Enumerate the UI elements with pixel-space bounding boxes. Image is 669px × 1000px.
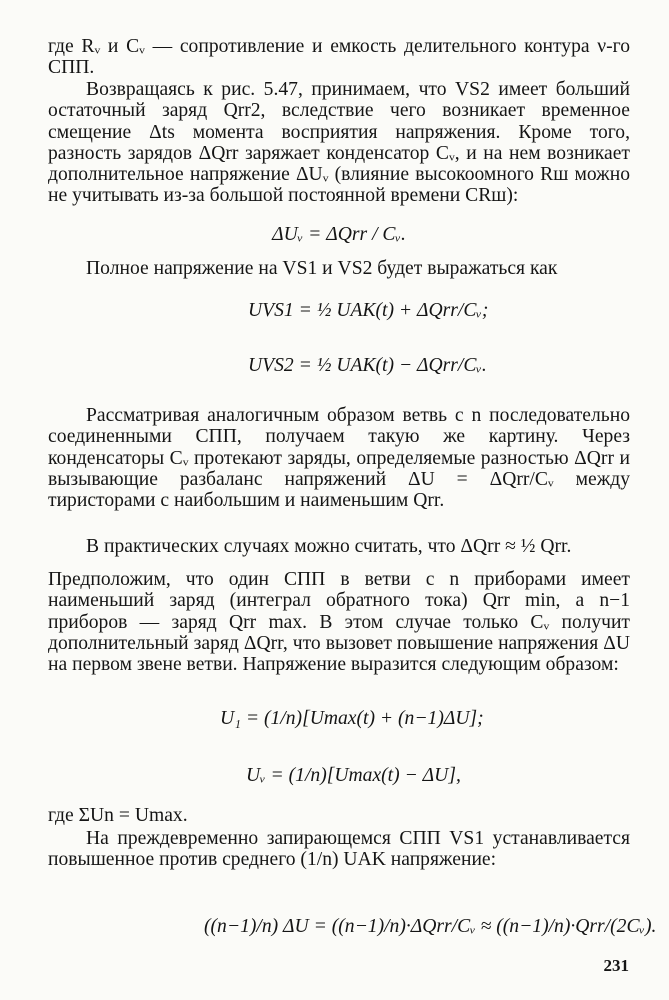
paragraph-1: где Rᵥ и Cᵥ — сопротивление и емкость делительного контура ν-го СПП.	[48, 36, 630, 79]
paragraph-3: Полное напряжение на VS1 и VS2 будет выражаться как	[86, 258, 558, 279]
paragraph-6: Предположим, что один СПП в ветви с n приборами имеет наименьший заряд (интеграл обратного тока) Qrr min, а n−1 приборов — заряд Qrr max. В этом случае только Cᵥ получит дополнительный заряд ΔQrr, что вызовет повышение напряжения ΔU на первом звене ветви. Напряжение выразится следующим образом:	[48, 569, 630, 676]
equation-n-minus-1: ((n−1)/n) ΔU = ((n−1)/n)·ΔQrr/Cᵥ ≈ ((n−1)/n)·Qrr/(2Cᵥ).	[204, 916, 657, 937]
page-number: 231	[603, 956, 629, 975]
paragraph-2: Возвращаясь к рис. 5.47, принимаем, что VS2 имеет больший остаточный заряд Qrr2, вследствие чего возникает временное смещение Δts момента восприятия напряжения. Кроме того, разность зарядов ΔQrr заряжает конденсатор Cᵥ, и на нем возникает дополнительное напряжение ΔUᵥ (влияние высокоомного Rш можно не учитывать из-за большой постоянной времени CRш):	[48, 79, 630, 207]
paragraph-5: В практических случаях можно считать, что ΔQrr ≈ ½ Qrr.	[86, 536, 572, 557]
equation-u-v: Uᵥ = (1/n)[Umax(t) − ΔU],	[246, 765, 461, 786]
equation-delta-u-v: ΔUᵥ = ΔQrr / Cᵥ.	[272, 224, 406, 245]
equation-u-vs2: UVS2 = ½ UAK(t) − ΔQrr/Cᵥ.	[248, 355, 487, 376]
paragraph-7: где ΣUn = Umax.	[48, 805, 188, 826]
equation-u-vs1: UVS1 = ½ UAK(t) + ΔQrr/Cᵥ;	[248, 300, 489, 321]
paragraph-8: На преждевременно запирающемся СПП VS1 устанавливается повышенное против среднего (1/n) UAK напряжение:	[48, 828, 630, 871]
paragraph-4: Рассматривая аналогичным образом ветвь с n последовательно соединенными СПП, получаем такую же картину. Через конденсаторы Cᵥ протекают заряды, определяемые разностью ΔQrr и вызывающие разбаланс напряжений ΔU = ΔQrr/Cᵥ между тиристорами с наибольшим и наименьшим Qrr.	[48, 405, 630, 512]
equation-u1: U₁ = (1/n)[Umax(t) + (n−1)ΔU];	[220, 708, 484, 729]
